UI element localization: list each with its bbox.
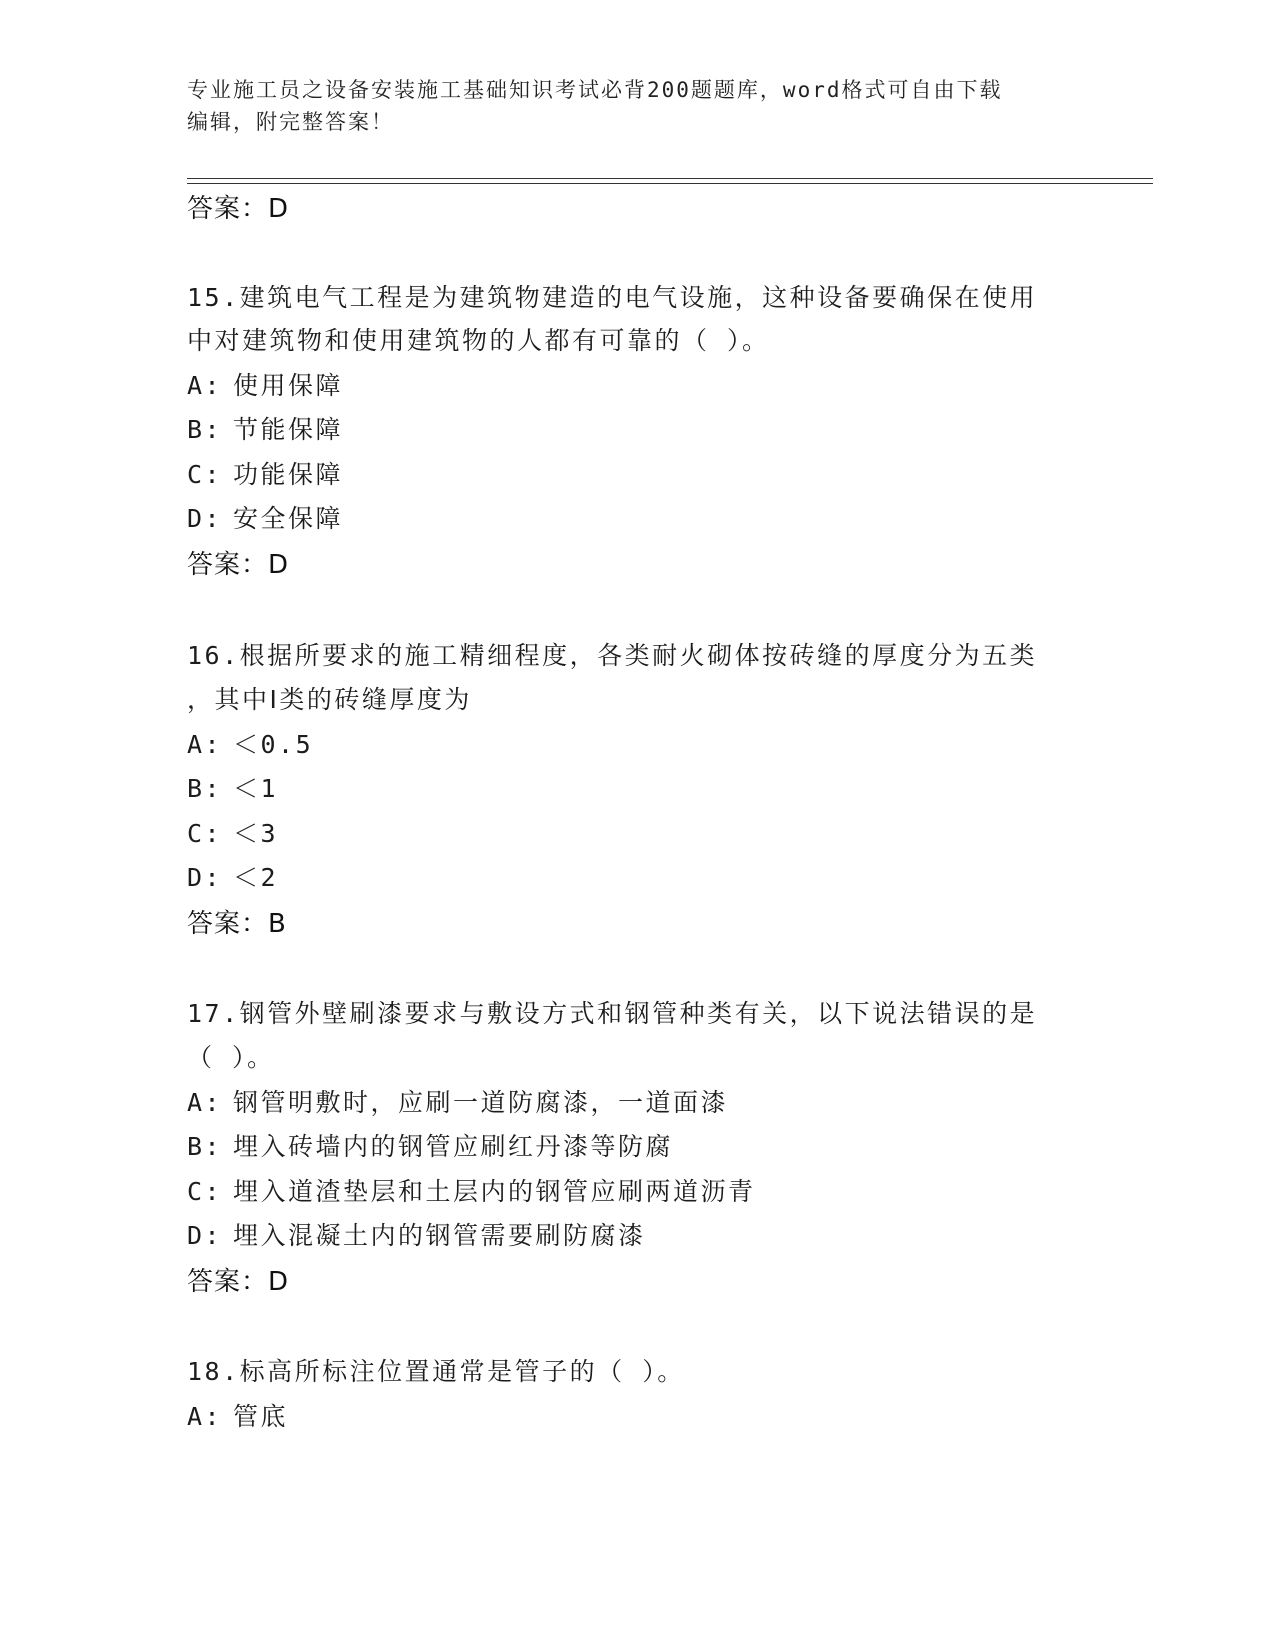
- question-18-option-a: [187, 1400, 288, 1434]
- option-letter: D:: [187, 504, 223, 533]
- option-text: ＜1: [233, 774, 279, 803]
- option-letter: B:: [187, 1132, 223, 1161]
- question-16-option-a: [187, 728, 313, 762]
- question-15-option-c: [187, 458, 343, 492]
- option-letter: D:: [187, 863, 223, 892]
- option-letter: A:: [187, 1402, 223, 1431]
- option-text: 节能保障: [233, 415, 344, 444]
- question-16-option-b: [187, 772, 278, 806]
- question-17-option-d: [187, 1219, 646, 1253]
- option-text: 安全保障: [233, 504, 344, 533]
- question-16-option-c: [187, 817, 278, 851]
- question-17-option-c: [187, 1175, 756, 1209]
- option-text: 埋入混凝土内的钢管需要刷防腐漆: [233, 1221, 646, 1250]
- question-15-option-d: [187, 502, 343, 536]
- header-divider-bottom: [187, 183, 1153, 184]
- option-letter: D:: [187, 1221, 223, 1250]
- option-text: ＜2: [233, 863, 279, 892]
- option-text: 管底: [233, 1402, 289, 1431]
- option-text: 使用保障: [233, 371, 344, 400]
- question-15-option-b: [187, 413, 343, 447]
- option-text: 埋入砖墙内的钢管应刷红丹漆等防腐: [233, 1132, 674, 1161]
- question-15-line-1: 15.建筑电气工程是为建筑物建造的电气设施，这种设备要确保在使用: [187, 283, 1038, 312]
- option-letter: C:: [187, 1177, 223, 1206]
- header-divider-top: [187, 178, 1153, 179]
- option-letter: A:: [187, 371, 223, 400]
- question-15-answer: 答案：D: [187, 550, 290, 580]
- option-letter: C:: [187, 460, 223, 489]
- question-16-option-d: [187, 861, 278, 895]
- question-17-option-b: [187, 1130, 673, 1164]
- question-16-line-2: ，其中Ⅰ类的砖缝厚度为: [187, 685, 472, 714]
- question-15-option-a: [187, 369, 343, 403]
- option-text: 功能保障: [233, 460, 344, 489]
- question-17-option-a: [187, 1086, 728, 1120]
- option-letter: A:: [187, 1088, 223, 1117]
- question-16-line-1: 16.根据所要求的施工精细程度，各类耐火砌体按砖缝的厚度分为五类: [187, 641, 1038, 670]
- question-16-answer: 答案：B: [187, 909, 287, 939]
- option-text: 钢管明敷时，应刷一道防腐漆，一道面漆: [233, 1088, 729, 1117]
- option-text: ＜0.5: [233, 730, 314, 759]
- document-header: [187, 74, 1087, 138]
- question-17-line-1: 17.钢管外壁刷漆要求与敷设方式和钢管种类有关，以下说法错误的是: [187, 999, 1038, 1028]
- option-letter: B:: [187, 415, 223, 444]
- option-letter: B:: [187, 774, 223, 803]
- option-letter: A:: [187, 730, 223, 759]
- question-17-line-2: （ ）。: [187, 1043, 275, 1072]
- question-15-line-2: 中对建筑物和使用建筑物的人都有可靠的（ ）。: [187, 326, 770, 355]
- option-letter: C:: [187, 819, 223, 848]
- option-text: 埋入道渣垫层和土层内的钢管应刷两道沥青: [233, 1177, 756, 1206]
- option-text: ＜3: [233, 819, 279, 848]
- question-18-line-1: 18.标高所标注位置通常是管子的（ ）。: [187, 1357, 685, 1386]
- header-line-1: 专业施工员之设备安装施工基础知识考试必背200题题库，word格式可自由下载: [187, 78, 1003, 102]
- question-17-answer: 答案：D: [187, 1267, 290, 1297]
- answer-line: 答案：D: [187, 194, 290, 224]
- header-line-2: 编辑，附完整答案！: [187, 110, 394, 134]
